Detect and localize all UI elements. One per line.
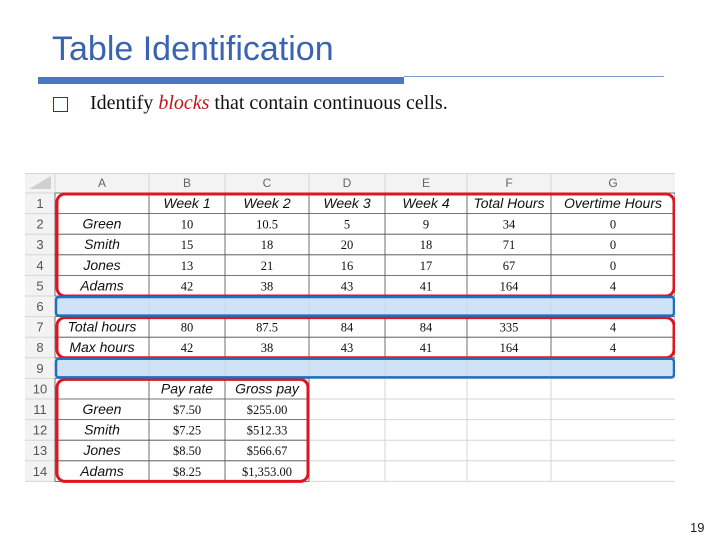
cell-text: Overtime Hours (563, 195, 663, 211)
cell-text: Adams (80, 462, 124, 479)
row-header-14: 14 (32, 463, 48, 479)
cell-text: 42 (180, 341, 194, 356)
title-underline-thin (404, 76, 664, 77)
row-header-3: 3 (36, 237, 44, 253)
spreadsheet-image (25, 173, 675, 491)
cell-text: 10 (180, 217, 194, 232)
cell-text: Jones (83, 442, 121, 459)
cell-text: $1,353.00 (242, 464, 292, 479)
cell-text: $512.33 (246, 423, 288, 438)
cell-text: 164 (499, 279, 519, 294)
cell-text: 164 (499, 341, 519, 356)
cell-text: 41 (419, 279, 433, 294)
cell-text: Week 1 (163, 195, 211, 211)
cell-text: Gross pay (235, 380, 299, 397)
bullet-text-after: that contain continuous cells. (209, 92, 448, 114)
row-header-10: 10 (32, 381, 48, 397)
cell-text: 20 (340, 238, 354, 253)
cell-text: Jones (83, 256, 121, 273)
column-header-e: E (421, 176, 431, 190)
row-header-7: 7 (36, 319, 44, 335)
row-header-13: 13 (32, 443, 48, 459)
cell-text: $566.67 (246, 444, 288, 459)
cell-text: 67 (502, 258, 516, 273)
cell-text: 21 (260, 258, 274, 273)
cell-text: Week 2 (243, 195, 291, 211)
cell-text: 18 (419, 238, 433, 253)
column-header-b: B (182, 176, 192, 190)
row-header-8: 8 (36, 340, 44, 356)
cell-text: Max hours (69, 339, 135, 356)
page-number: 19 (690, 520, 705, 535)
cell-text: Week 3 (323, 195, 371, 211)
cell-text: 16 (340, 258, 354, 273)
cell-text: Total hours (67, 318, 137, 335)
cell-text: $8.50 (172, 444, 202, 459)
column-header-a: A (97, 176, 107, 190)
cell-text: 87.5 (256, 320, 278, 335)
cell-text: 335 (499, 320, 519, 335)
row-header-9: 9 (36, 360, 44, 376)
cell-text: 15 (180, 238, 194, 253)
cell-text: 38 (260, 341, 274, 356)
cell-text: 9 (422, 217, 430, 232)
cell-text: 13 (180, 258, 194, 273)
slide-title: Table Identification (52, 30, 334, 68)
row-header-6: 6 (36, 299, 44, 314)
row-header-2: 2 (36, 216, 44, 232)
cell-text: 34 (502, 217, 516, 232)
column-header-d: D (342, 176, 352, 190)
cell-text: 18 (260, 238, 274, 253)
cell-text: 5 (343, 217, 351, 232)
cell-text: 4 (609, 341, 617, 356)
cell-text: Adams (80, 277, 124, 294)
blank-row-fill (55, 296, 675, 317)
cell-text: Pay rate (160, 380, 214, 397)
bullet-text (90, 92, 448, 115)
cell-text: 71 (502, 238, 516, 253)
cell-text: 43 (340, 279, 354, 294)
cell-text: Smith (84, 236, 120, 253)
cell-text: 38 (260, 279, 274, 294)
cell-text: Week 4 (402, 195, 450, 211)
cell-text: 43 (340, 341, 354, 356)
column-header-g: G (608, 176, 618, 190)
cell-text: Smith (84, 421, 120, 438)
cell-text: 84 (419, 320, 433, 335)
cell-text: 0 (609, 217, 617, 232)
cell-text: Green (82, 401, 122, 417)
cell-text: 80 (180, 320, 194, 335)
cell-text: 41 (419, 341, 433, 356)
row-header-5: 5 (36, 278, 44, 294)
cell-text: 4 (609, 320, 617, 335)
blank-row-fill (55, 358, 675, 379)
cell-text: $7.50 (172, 403, 202, 417)
cell-text: $7.25 (172, 423, 202, 438)
cell-text: 10.5 (256, 217, 278, 232)
cell-text: 0 (609, 258, 617, 273)
cell-text: 42 (180, 279, 194, 294)
bullet-highlight: blocks (158, 92, 210, 114)
cell-text: Green (82, 215, 122, 232)
bullet-text-before: Identify (90, 92, 159, 114)
bullet-square-icon (53, 97, 68, 112)
column-header-f: F (505, 176, 513, 190)
row-header-11: 11 (33, 402, 47, 417)
cell-text: 17 (419, 258, 433, 273)
spreadsheet-grid (25, 173, 675, 491)
cell-text: $8.25 (172, 464, 202, 479)
cell-text: Total Hours (473, 195, 545, 211)
cell-text: 84 (340, 320, 354, 335)
cell-text: $255.00 (246, 403, 288, 417)
title-underline (38, 77, 404, 84)
cell-text: 0 (609, 238, 617, 253)
column-header-c: C (262, 176, 272, 190)
row-header-1: 1 (36, 196, 44, 211)
row-header-12: 12 (32, 422, 48, 438)
cell-text: 4 (609, 279, 617, 294)
row-header-4: 4 (36, 257, 44, 273)
